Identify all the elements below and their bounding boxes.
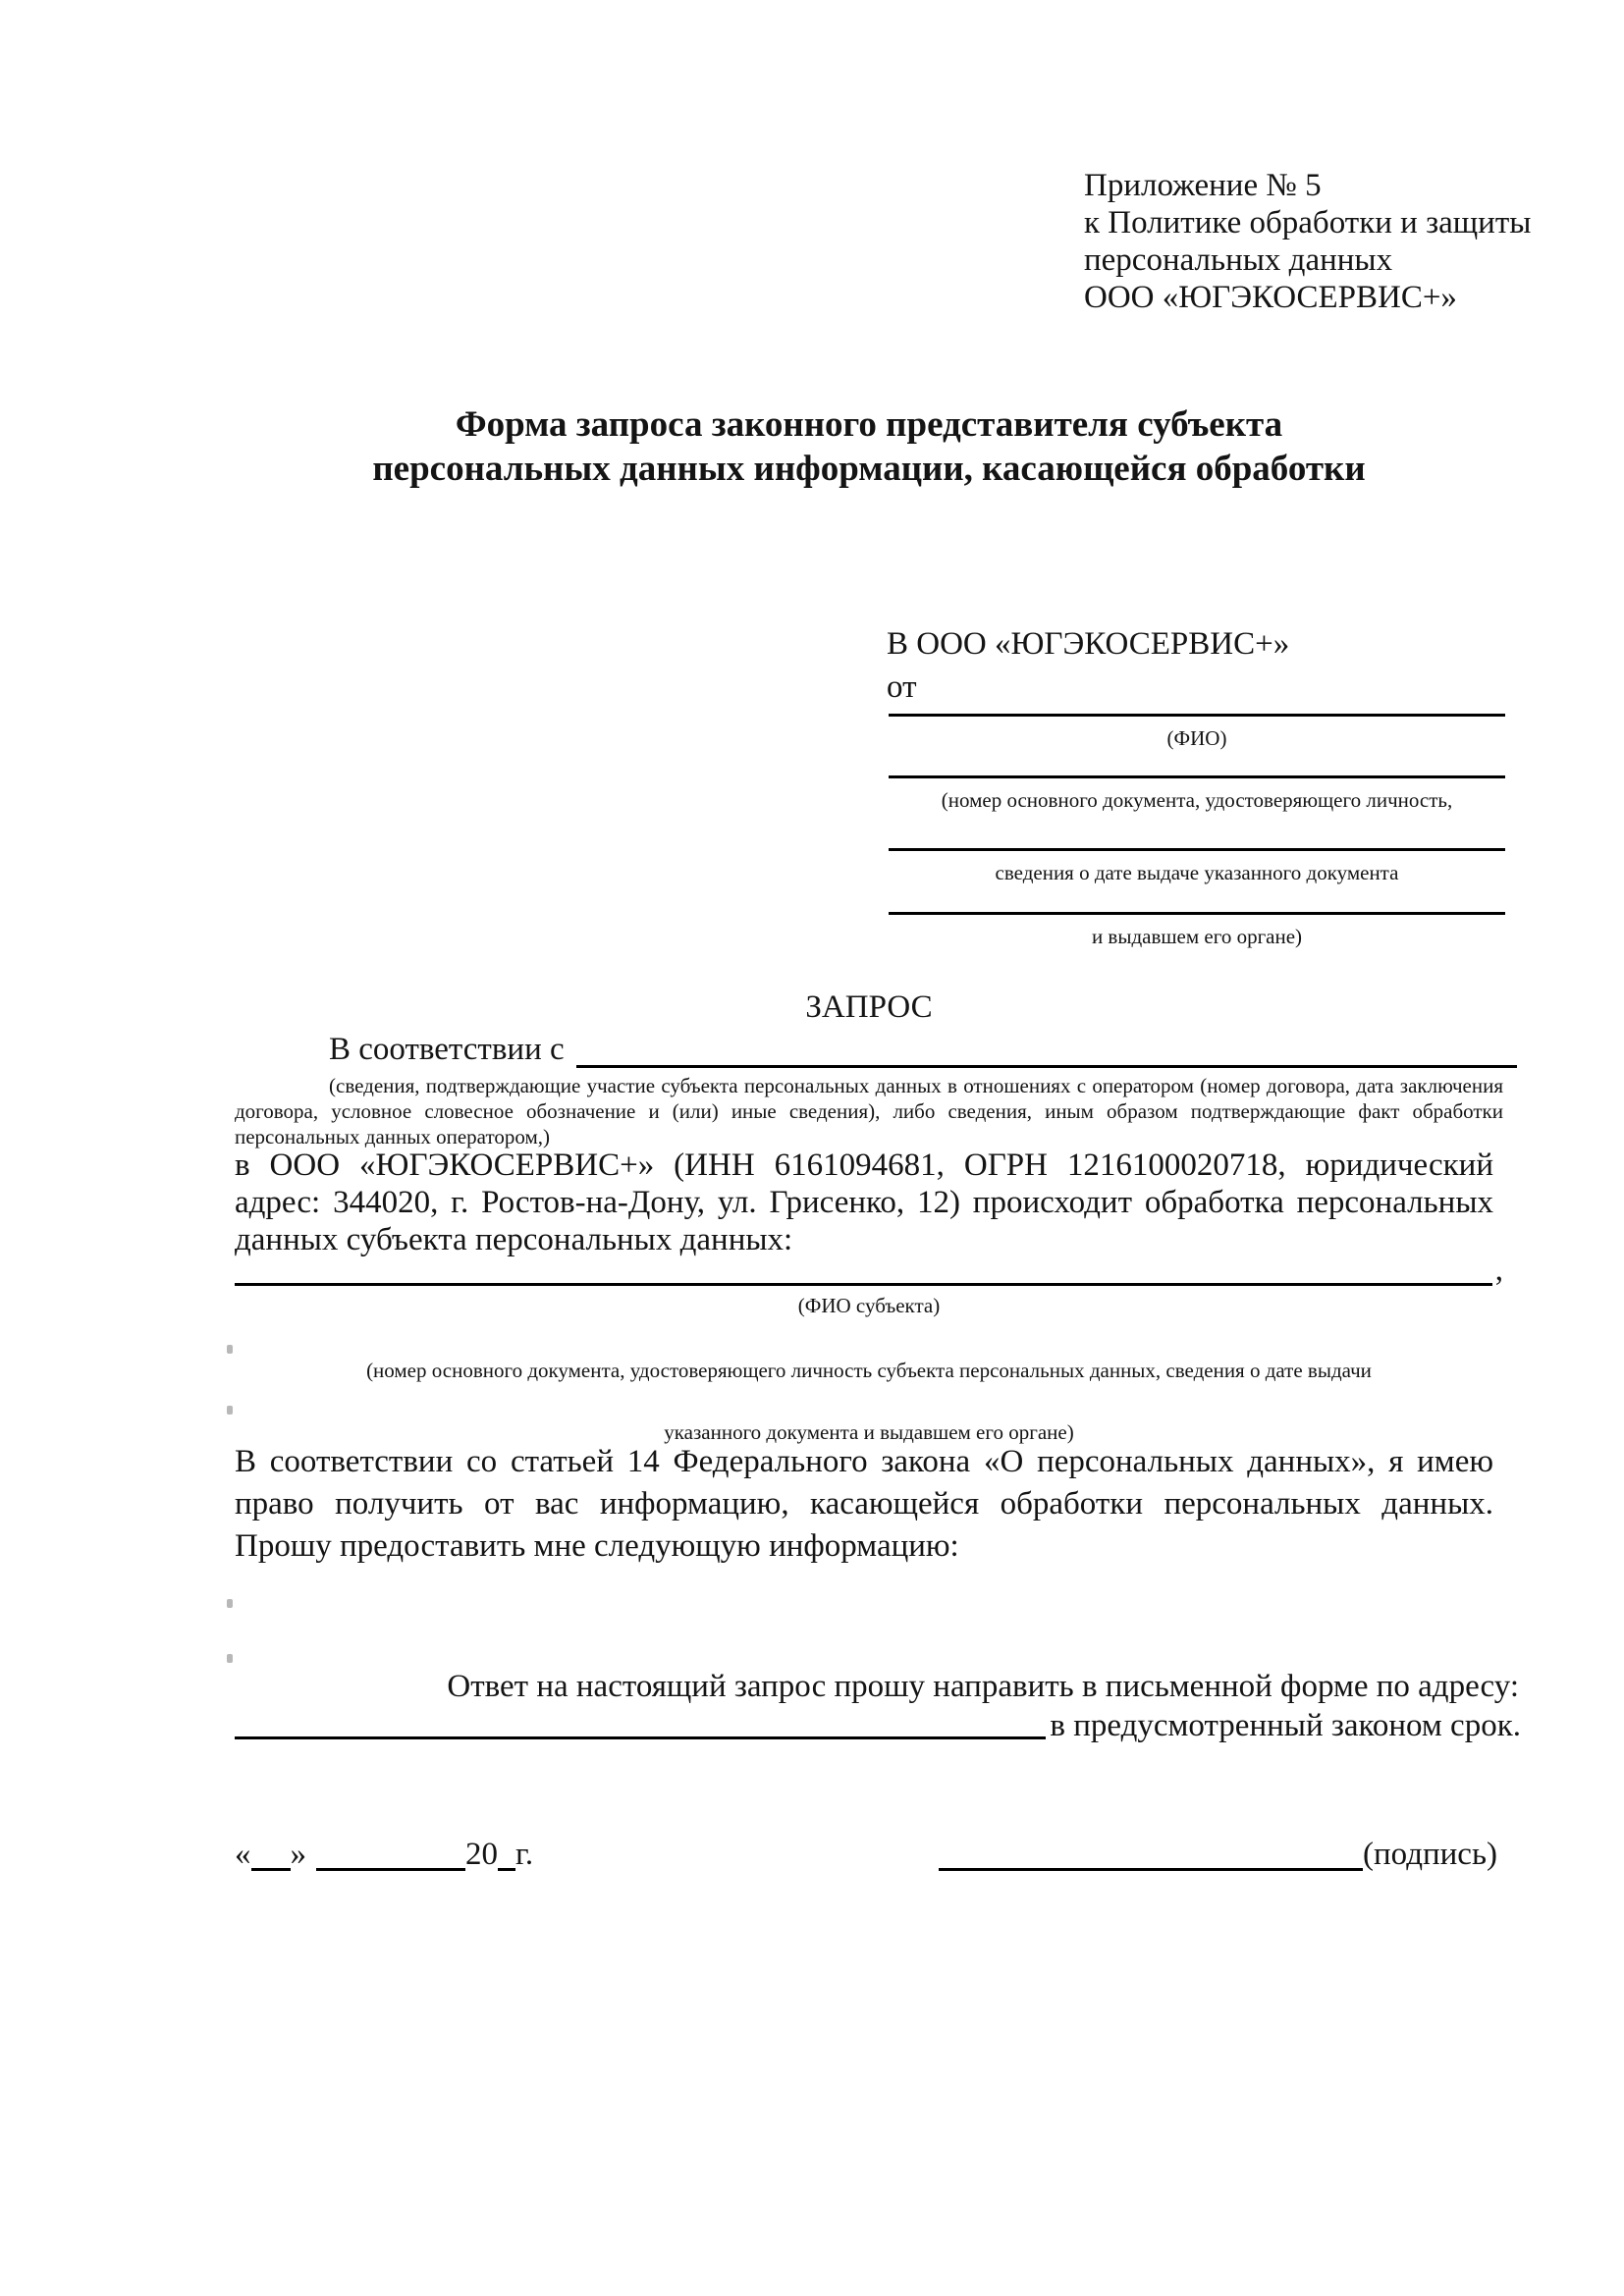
- annex-line: Приложение № 5: [1084, 168, 1322, 203]
- addressee-from-label: от: [887, 669, 917, 705]
- scan-artifact-dot: [227, 1599, 233, 1608]
- signature-caption: (подпись): [1363, 1837, 1497, 1872]
- subject-fio-caption: (ФИО субъекта): [797, 1294, 941, 1317]
- reply-suffix: в предусмотренный законом срок.: [1050, 1708, 1521, 1743]
- date-day-blank-line: [251, 1838, 291, 1871]
- law-paragraph: В соответствии со статьей 14 Федерального закона «О персональных данных», я имею право получить от вас информацию, касающейся обработки персональных данных. Прошу предоставить мне следующую информацию:: [235, 1444, 1493, 1564]
- annex-line: персональных данных: [1084, 242, 1393, 278]
- subject-line-comma: ,: [1494, 1253, 1503, 1288]
- date-month-blank-line: [316, 1838, 465, 1871]
- request-heading: ЗАПРОС: [805, 989, 933, 1025]
- signature-blank-line: [939, 1838, 1363, 1871]
- issuer-caption: и выдавшем его органе): [1091, 925, 1303, 948]
- page-title-line: персональных данных информации, касающейся обработки: [372, 449, 1366, 489]
- issue-date-blank-line: [889, 816, 1505, 851]
- intro-prefix: В соответствии с: [329, 1032, 565, 1067]
- subject-line: [235, 1249, 1503, 1286]
- signature-field: [939, 1838, 1497, 1871]
- reply-address-blank-line: [235, 1708, 1046, 1739]
- annex-line: к Политике обработки и защиты: [1084, 205, 1532, 240]
- scan-artifact-dot: [227, 1654, 233, 1663]
- id-doc-blank-line: [889, 743, 1505, 778]
- date-close-quote: »: [290, 1837, 306, 1872]
- date-year-blank-line: [498, 1838, 515, 1871]
- page-title-line: Форма запроса законного представителя субъекта: [455, 404, 1283, 445]
- page-title: [235, 402, 1503, 491]
- reply-instruction: Ответ на настоящий запрос прошу направить в письменной форме по адресу:: [447, 1669, 1519, 1704]
- fio-blank-line: [889, 681, 1505, 717]
- intro-blank-line: [576, 1031, 1517, 1068]
- subject-doc-caption-1: (номер основного документа, удостоверяющего личность субъекта персональных данных, сведения о дате выдачи: [366, 1359, 1372, 1382]
- id-doc-caption: (номер основного документа, удостоверяющего личность,: [941, 788, 1453, 812]
- issuer-blank-line: [889, 880, 1505, 915]
- addressee-to: В ООО «ЮГЭКОСЕРВИС+»: [887, 626, 1290, 662]
- date-year-prefix: 20: [465, 1837, 498, 1872]
- annex-line: ООО «ЮГЭКОСЕРВИС+»: [1084, 280, 1457, 315]
- operator-paragraph: в ООО «ЮГЭКОСЕРВИС+» (ИНН 6161094681, ОГРН 1216100020718, юридический адрес: 344020, г. Ростов-на-Дону, ул. Грисенко, 12) происходит обработка персональных данных субъекта персональных данных:: [235, 1148, 1493, 1257]
- annex-block: [1084, 167, 1531, 316]
- date-open-quote: «: [235, 1837, 251, 1872]
- intro-caption: (сведения, подтверждающие участие субъекта персональных данных в отношениях с оператором (номер договора, дата заключения договора, условное словесное обозначение и (или) иные сведения), либо сведения, иным образом подтверждающие факт обработки персональных данных оператором,): [235, 1074, 1503, 1148]
- scan-artifact-dot: [227, 1406, 233, 1415]
- reply-address-line: [235, 1708, 1521, 1743]
- date-year-suffix: г.: [515, 1837, 534, 1872]
- date-field: [235, 1838, 533, 1871]
- intro-line: [235, 1031, 1517, 1068]
- subject-blank-line: [235, 1249, 1492, 1286]
- issue-date-caption: сведения о дате выдаче указанного документа: [995, 861, 1399, 884]
- subject-doc-caption-2: указанного документа и выдавшем его органе): [664, 1420, 1074, 1444]
- scan-artifact-dot: [227, 1345, 233, 1354]
- fio-caption: (ФИО): [1166, 726, 1227, 750]
